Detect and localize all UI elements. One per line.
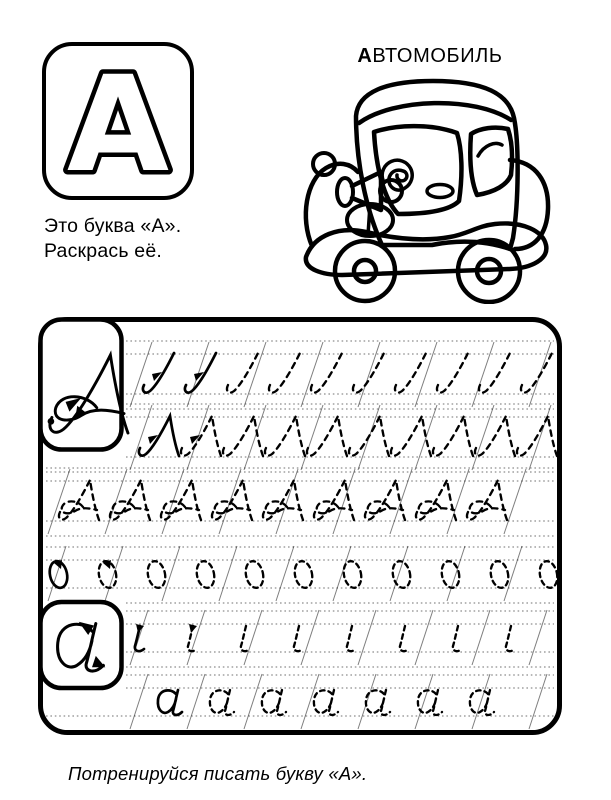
practice-glyph-oval-element — [243, 560, 265, 590]
car-windshield-spiral — [382, 160, 412, 190]
card-caption-line2: Раскрась её. — [44, 240, 163, 262]
slant-guide-line — [301, 610, 319, 665]
car-roof-line — [359, 103, 511, 123]
slant-guide-line — [390, 469, 412, 534]
card-caption-line1: Это буква «А». — [44, 215, 182, 237]
slant-guide-line — [105, 546, 123, 601]
card-caption — [44, 214, 181, 264]
car-door-handle — [427, 185, 453, 198]
slant-guide-line — [415, 342, 437, 407]
car-front-hub — [354, 260, 376, 282]
practice-glyph-lowercase-letter-full — [210, 690, 234, 715]
practice-glyph-capital-first-element — [353, 353, 384, 393]
slant-guide-line — [333, 469, 355, 534]
practice-glyph-hook-element — [241, 626, 250, 651]
practice-glyph-capital-letter-full — [365, 480, 405, 520]
letter-card — [42, 42, 194, 200]
slant-guide-line — [244, 405, 266, 470]
practice-caption: Потренируйся писать букву «А». — [68, 763, 368, 784]
slant-guide-line — [504, 546, 522, 601]
lowercase-sample-box — [41, 602, 122, 688]
stroke-start-dot — [48, 418, 55, 425]
slant-guide-line — [529, 674, 547, 729]
slant-guide-line — [472, 342, 494, 407]
slant-guide-line — [447, 546, 465, 601]
practice-glyph-capital-first-element — [521, 353, 552, 393]
bubble-letter-text: А — [66, 48, 170, 196]
slant-guide-line — [358, 342, 380, 407]
slant-guide-line — [301, 342, 323, 407]
practice-glyph-capital-letter-full — [110, 480, 150, 520]
practice-glyph-hook-element — [506, 626, 515, 651]
slant-guide-line — [504, 469, 526, 534]
car-horn-bell — [337, 178, 353, 206]
practice-glyph-oval-element — [194, 560, 216, 590]
practice-glyph-oval-element — [341, 560, 363, 590]
slant-guide-line — [130, 674, 148, 729]
car-window-arc — [478, 143, 502, 156]
slant-guide-line — [301, 674, 319, 729]
slant-guide-line — [529, 405, 551, 470]
car-illustration — [282, 68, 578, 304]
practice-glyph-capital-letter-full — [161, 480, 201, 520]
practice-glyph-lowercase-letter-full — [262, 690, 286, 715]
practice-glyph-oval-element — [145, 560, 167, 590]
practice-glyph-capital-two-elements — [349, 416, 389, 456]
practice-glyph-lowercase-letter-full — [158, 690, 182, 715]
slant-guide-line — [333, 546, 351, 601]
practice-glyph-capital-first-element — [311, 353, 342, 393]
practice-glyph-oval-element — [439, 560, 461, 590]
car-grill-bar — [368, 205, 370, 235]
practice-glyph-oval-element — [292, 560, 314, 590]
practice-glyph-capital-letter-full — [212, 480, 252, 520]
slant-guide-line — [130, 610, 148, 665]
practice-panel-svg — [38, 317, 562, 735]
practice-glyph-capital-first-element — [395, 353, 426, 393]
slant-guide-line — [244, 610, 262, 665]
practice-glyph-oval-element — [537, 560, 559, 590]
slant-guide-line — [219, 546, 237, 601]
practice-glyph-capital-two-elements — [433, 416, 473, 456]
practice-glyph-capital-first-element — [437, 353, 468, 393]
practice-glyph-lowercase-letter-full — [366, 690, 390, 715]
slant-guide-line — [472, 405, 494, 470]
practice-glyph-oval-element — [390, 560, 412, 590]
practice-glyph-capital-two-elements — [475, 416, 515, 456]
practice-glyph-hook-element — [294, 626, 303, 651]
car-side-window — [470, 128, 512, 195]
slant-guide-line — [301, 405, 323, 470]
slant-guide-line — [187, 674, 205, 729]
car-front-wheel — [335, 241, 395, 301]
practice-glyph-capital-letter-full — [314, 480, 354, 520]
practice-glyph-capital-two-elements — [517, 416, 557, 456]
slant-guide-line — [472, 610, 490, 665]
practice-glyph-lowercase-letter-full — [314, 690, 338, 715]
slant-guide-line — [358, 610, 376, 665]
practice-glyph-capital-two-elements — [391, 416, 431, 456]
slant-guide-line — [447, 469, 469, 534]
slant-guide-line — [130, 342, 152, 407]
slant-guide-line — [276, 546, 294, 601]
vocab-title — [300, 45, 560, 68]
slant-guide-line — [529, 610, 547, 665]
vocab-title-rest: ВТОМОБИЛЬ — [372, 45, 503, 67]
slant-guide-line — [276, 469, 298, 534]
slant-guide-line — [244, 674, 262, 729]
practice-glyph-capital-two-elements — [181, 416, 221, 456]
practice-glyph-capital-letter-full — [416, 480, 456, 520]
practice-glyph-hook-element — [453, 626, 462, 651]
slant-guide-line — [415, 405, 437, 470]
practice-glyph-lowercase-letter-full — [470, 690, 494, 715]
practice-glyph-capital-letter-full — [467, 480, 507, 520]
practice-glyph-capital-two-elements — [265, 416, 305, 456]
bubble-letter-icon — [46, 46, 190, 196]
practice-glyph-capital-first-element — [269, 353, 300, 393]
practice-glyph-capital-two-elements — [139, 416, 179, 456]
practice-glyph-hook-element — [347, 626, 356, 651]
stroke-direction-arrow — [189, 624, 197, 633]
practice-glyph-capital-first-element — [227, 353, 258, 393]
vocab-title-bold-letter: А — [357, 45, 373, 67]
practice-glyph-capital-letter-full — [59, 480, 99, 520]
practice-glyph-oval-element — [488, 560, 510, 590]
practice-glyph-capital-two-elements — [223, 416, 263, 456]
practice-glyph-hook-element — [400, 626, 409, 651]
slant-guide-line — [415, 610, 433, 665]
slant-guide-line — [48, 469, 70, 534]
practice-glyph-lowercase-letter-full — [418, 690, 442, 715]
